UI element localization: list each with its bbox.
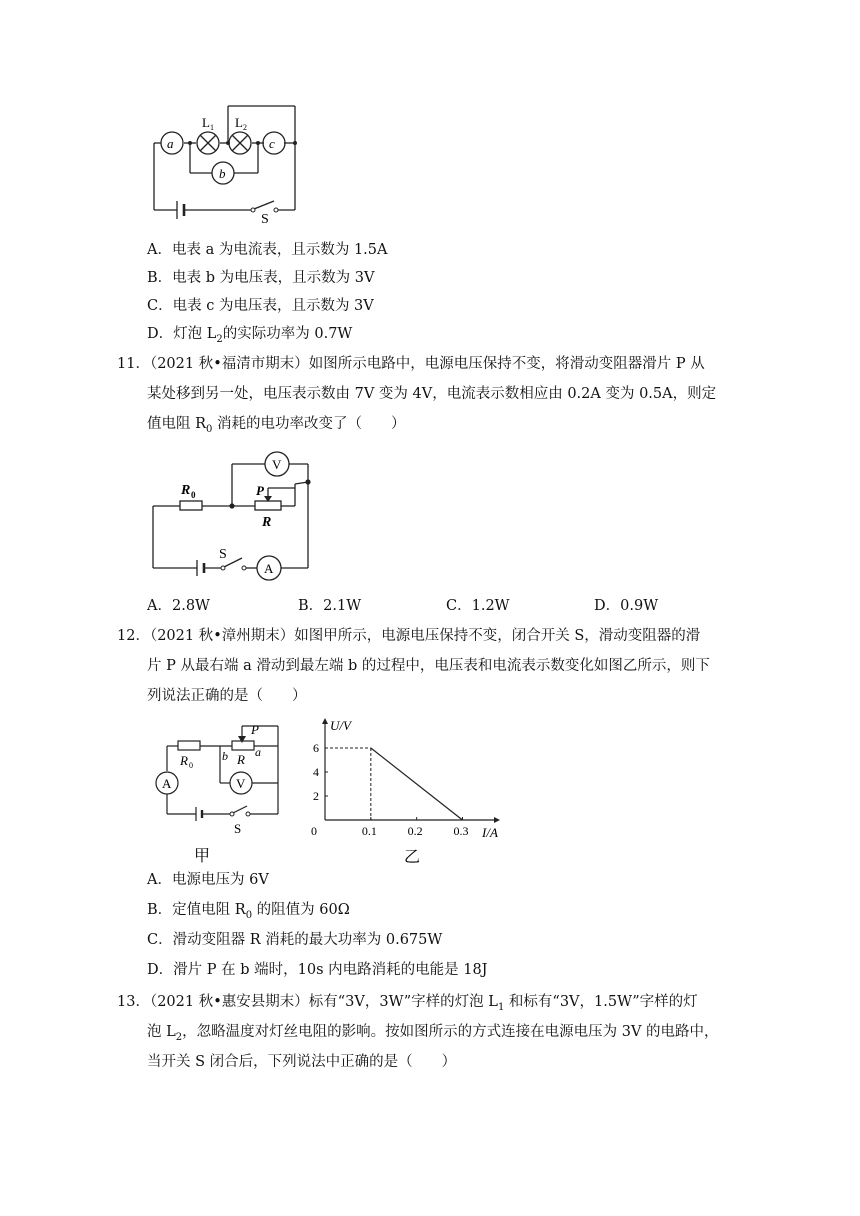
- r0-sub: 0: [189, 761, 193, 770]
- option-text-tail: 的实际功率为 0.7W: [222, 326, 353, 342]
- slider-p-label: P: [256, 483, 264, 498]
- q13-line-1: [117, 992, 698, 1018]
- subscript: 0: [206, 423, 213, 435]
- end-a-label: a: [255, 745, 261, 759]
- circuit-figure-q10: [140, 100, 320, 225]
- end-b-label: b: [222, 749, 228, 763]
- option-text: 电表 c 为电压表，且示数为 3V: [172, 298, 374, 314]
- q11-option-d: [594, 596, 658, 616]
- option-text: 2.1W: [323, 598, 362, 614]
- switch-label: S: [219, 547, 227, 562]
- x-axis-label: I/A: [482, 825, 498, 840]
- q11-line-2: 某处移到另一处，电压表示数由 7V 变为 4V，电流表示数相应由 0.2A 变为 0.5A，则定: [147, 386, 717, 402]
- option-text: 灯泡 L: [173, 326, 217, 342]
- option-letter: D．: [147, 962, 174, 978]
- q12-line-1: [117, 626, 700, 646]
- q11-option-b: [298, 596, 361, 616]
- l2-sub: 2: [243, 123, 247, 132]
- option-letter: A．: [147, 872, 172, 888]
- slider-p-label: P: [251, 722, 259, 737]
- r0-sub: 0: [191, 490, 196, 500]
- q12-line-2: 片 P 从最右端 a 滑动到最左端 b 的过程中，电压表和电流表示数变化如图乙所示，则下: [147, 658, 710, 674]
- question-text: （2021 秋•福清市期末）如图所示电路中，电源电压保持不变，将滑动变阻器滑片 P 从: [149, 356, 705, 372]
- option-letter: D．: [594, 598, 621, 614]
- q12-option-d: [147, 960, 488, 980]
- q12-option-b: [147, 900, 350, 926]
- figure-caption-yi: 乙: [404, 849, 421, 866]
- q10-option-b: [147, 268, 374, 288]
- y-axis-label: U/V: [330, 718, 351, 733]
- ammeter-label: A: [264, 561, 274, 576]
- question-text: ，忽略温度对灯丝电阻的影响。按如图所示的方式连接在电源电压为 3V 的电路中，: [182, 1024, 719, 1040]
- x-tick-label: 0.2: [407, 824, 423, 838]
- q10-option-a: [147, 240, 388, 260]
- option-letter: A．: [147, 598, 172, 614]
- r0-label: R: [181, 483, 191, 498]
- q12-line-3: 列说法正确的是（ ）: [147, 688, 307, 704]
- option-text-tail: 的阻值为 60Ω: [252, 902, 350, 918]
- q11-option-a: [147, 596, 210, 616]
- switch-label: S: [261, 212, 269, 225]
- circuit-figure-q11: [145, 446, 325, 586]
- option-letter: A．: [147, 242, 172, 258]
- option-text: 电表 b 为电压表，且示数为 3V: [172, 270, 375, 286]
- question-number: 12．: [117, 628, 150, 644]
- subscript: 1: [497, 1001, 505, 1013]
- option-text: 定值电阻 R: [172, 902, 246, 918]
- y-axis-arrow: [322, 718, 328, 724]
- subscript: 2: [216, 333, 223, 345]
- y-tick-label: 2: [313, 789, 319, 803]
- meter-a-label: a: [167, 136, 174, 151]
- question-number: 11．: [117, 356, 150, 372]
- q12-option-a: [147, 870, 269, 890]
- circuit-figure-q12-jia: [150, 716, 290, 866]
- option-text: 滑片 P 在 b 端时，10s 内电路消耗的电能是 18J: [173, 962, 488, 978]
- subscript: 2: [175, 1031, 183, 1043]
- graph-q12-yi: [300, 710, 520, 870]
- question-text: （2021 秋•惠安县期末）标有“3V，3W”字样的灯泡 L: [149, 994, 498, 1010]
- option-letter: B．: [147, 270, 173, 286]
- question-number: 13．: [117, 994, 150, 1010]
- option-text: 电表 a 为电流表，且示数为 1.5A: [171, 242, 388, 258]
- meter-b-label: b: [219, 166, 226, 181]
- origin-label: 0: [311, 824, 317, 838]
- q11-line-1: [117, 354, 705, 374]
- voltmeter-label: V: [272, 457, 282, 472]
- option-text: 电源电压为 6V: [171, 872, 269, 888]
- option-letter: B．: [147, 902, 173, 918]
- voltmeter-label: V: [236, 776, 246, 791]
- meter-c-label: c: [269, 136, 275, 151]
- l1-sub: 1: [210, 123, 214, 132]
- series-line: [371, 748, 463, 820]
- question-text: 消耗的电功率改变了（ ）: [212, 416, 406, 432]
- option-letter: C．: [446, 598, 472, 614]
- q10-option-d: [147, 324, 352, 350]
- x-tick-label: 0.3: [453, 824, 469, 838]
- q11-line-3: [147, 414, 406, 440]
- rheostat-label: R: [262, 515, 272, 530]
- q13-line-2: [147, 1022, 719, 1048]
- option-text: 2.8W: [171, 598, 210, 614]
- question-text: 值电阻 R: [147, 416, 207, 432]
- q12-option-c: [147, 930, 442, 950]
- option-letter: C．: [147, 298, 173, 314]
- option-text: 0.9W: [620, 598, 659, 614]
- x-axis-arrow: [494, 817, 500, 823]
- rheostat-label: R: [237, 752, 245, 767]
- option-text: 滑动变阻器 R 消耗的最大功率为 0.675W: [172, 932, 443, 948]
- option-letter: D．: [147, 326, 174, 342]
- x-tick-label: 0.1: [361, 824, 377, 838]
- l2-label: L: [235, 115, 243, 130]
- r0-label: R: [180, 753, 188, 768]
- option-letter: C．: [147, 932, 173, 948]
- y-tick-label: 6: [313, 741, 319, 755]
- question-text: 和标有“3V，1.5W”字样的灯: [504, 994, 698, 1010]
- figure-caption-jia: 甲: [194, 848, 211, 865]
- question-text: 泡 L: [147, 1024, 176, 1040]
- option-text: 1.2W: [471, 598, 510, 614]
- q13-line-3: 当开关 S 闭合后，下列说法中正确的是（ ）: [147, 1054, 457, 1070]
- y-tick-label: 4: [313, 765, 319, 779]
- switch-label: S: [234, 821, 242, 836]
- l1-label: L: [202, 115, 210, 130]
- q11-option-c: [446, 596, 510, 616]
- question-text: （2021 秋•漳州期末）如图甲所示，电源电压保持不变，闭合开关 S，滑动变阻器的滑: [149, 628, 701, 644]
- q10-option-c: [147, 296, 374, 316]
- ammeter-label: A: [162, 776, 172, 791]
- option-letter: B．: [298, 598, 324, 614]
- subscript: 0: [245, 909, 253, 921]
